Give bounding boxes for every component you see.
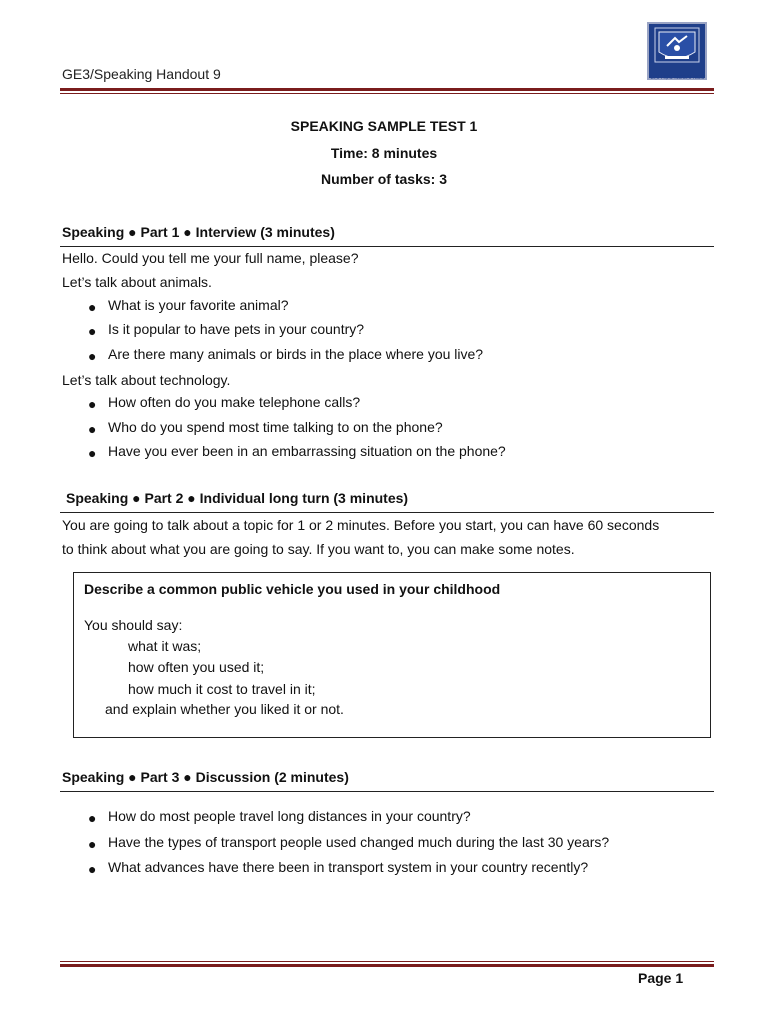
question-text: How often do you make telephone calls? bbox=[108, 394, 361, 410]
bullet-icon: ● bbox=[88, 836, 97, 852]
header-rule-thin bbox=[60, 93, 714, 94]
cue-card-point: how much it cost to travel in it; bbox=[128, 681, 316, 697]
bullet-icon: ● bbox=[88, 299, 97, 315]
cue-card-point: what it was; bbox=[128, 638, 202, 654]
part1-topic1-intro: Let’s talk about animals. bbox=[62, 274, 212, 290]
cue-card-title: Describe a common public vehicle you used in your childhood bbox=[84, 581, 501, 597]
part1-topic2-intro: Let’s talk about technology. bbox=[62, 372, 231, 388]
question-text: Are there many animals or birds in the place where you live? bbox=[108, 346, 484, 362]
question-text: How do most people travel long distances in your country? bbox=[108, 808, 471, 824]
bullet-icon: ● bbox=[88, 445, 97, 461]
header-rule bbox=[60, 88, 714, 91]
cue-card-lead: You should say: bbox=[84, 617, 183, 633]
header-title: GE3/Speaking Handout 9 bbox=[62, 66, 221, 82]
question-text: Have the types of transport people used changed much during the last 30 years? bbox=[108, 834, 610, 850]
page-number: Page 1 bbox=[638, 970, 684, 986]
question-text: Is it popular to have pets in your country? bbox=[108, 321, 365, 337]
test-title: SPEAKING SAMPLE TEST 1 bbox=[290, 118, 478, 134]
question-text: What advances have there been in transport system in your country recently? bbox=[108, 859, 589, 875]
cue-card-closing: and explain whether you liked it or not. bbox=[105, 701, 344, 717]
test-tasks: Number of tasks: 3 bbox=[320, 171, 448, 187]
part2-instruction-line2: to think about what you are going to say. If you want to, you can make some notes. bbox=[62, 541, 575, 557]
university-crest-icon bbox=[647, 22, 707, 80]
bullet-icon: ● bbox=[88, 348, 97, 364]
bullet-icon: ● bbox=[88, 396, 97, 412]
part3-heading: Speaking ● Part 3 ● Discussion (2 minutes) bbox=[62, 769, 349, 785]
bullet-icon: ● bbox=[88, 421, 97, 437]
question-text: Have you ever been in an embarrassing situation on the phone? bbox=[108, 443, 506, 459]
bullet-icon: ● bbox=[88, 323, 97, 339]
footer-rule bbox=[60, 964, 714, 967]
part1-heading: Speaking ● Part 1 ● Interview (3 minutes) bbox=[62, 224, 335, 240]
part3-divider bbox=[60, 791, 714, 792]
part2-instruction-line1: You are going to talk about a topic for 1 or 2 minutes. Before you start, you can have 60 seconds bbox=[62, 517, 660, 533]
part2-heading: Speaking ● Part 2 ● Individual long turn (3 minutes) bbox=[66, 490, 409, 506]
logo-caption: ĐẠI HỌC NGOẠI NGỮ bbox=[650, 75, 706, 81]
bullet-icon: ● bbox=[88, 810, 97, 826]
part1-greeting: Hello. Could you tell me your full name, please? bbox=[62, 250, 359, 266]
bullet-icon: ● bbox=[88, 861, 97, 877]
question-text: What is your favorite animal? bbox=[108, 297, 289, 313]
test-time: Time: 8 minutes bbox=[330, 145, 438, 161]
footer-rule-thin bbox=[60, 961, 714, 962]
question-text: Who do you spend most time talking to on the phone? bbox=[108, 419, 443, 435]
cue-card-point: how often you used it; bbox=[128, 659, 265, 675]
